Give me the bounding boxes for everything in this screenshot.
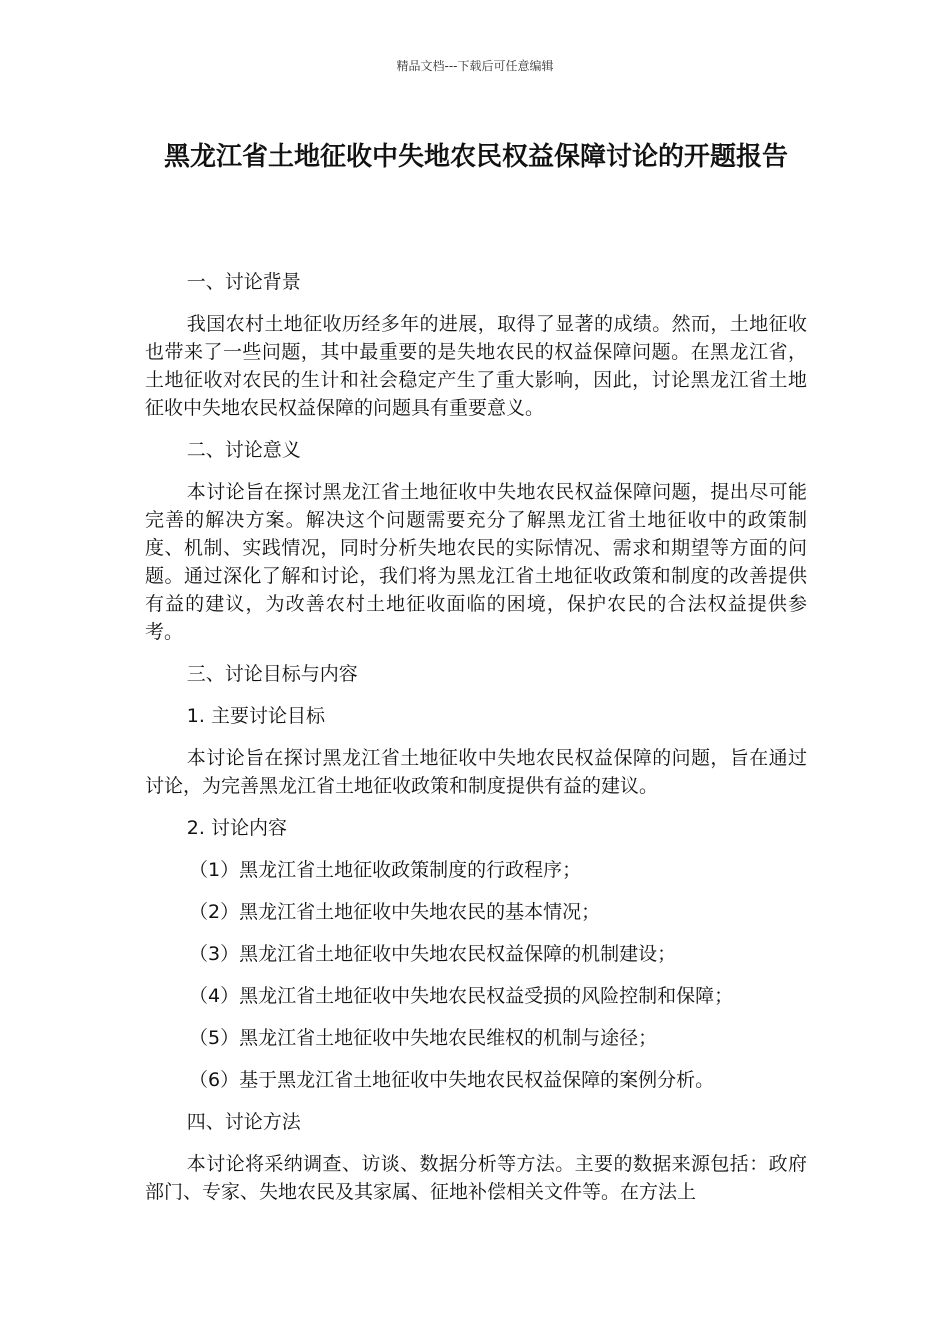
section-heading-significance: 二、讨论意义 — [186, 439, 301, 461]
subheading-content: 2. 讨论内容 — [186, 817, 287, 839]
section-heading-background: 一、讨论背景 — [186, 271, 301, 293]
content-list-item: （4）黑龙江省土地征收中失地农民权益受损的风险控制和保障； — [189, 985, 734, 1007]
content-list-item: （2）黑龙江省土地征收中失地农民的基本情况； — [189, 901, 601, 923]
paragraph-methods: 本讨论将采纳调查、访谈、数据分析等方法。主要的数据来源包括：政府部门、专家、失地农民及其家属、征地补偿相关文件等。在方法上 — [145, 1153, 807, 1203]
content-list-item: （6）基于黑龙江省土地征收中失地农民权益保障的案例分析。 — [189, 1069, 715, 1091]
document-title: 黑龙江省土地征收中失地农民权益保障讨论的开题报告 — [163, 142, 788, 172]
page-header: 精品文档---下载后可任意编辑 — [396, 59, 554, 73]
content-list-item: （5）黑龙江省土地征收中失地农民维权的机制与途径； — [189, 1027, 658, 1049]
paragraph-main-goal: 本讨论旨在探讨黑龙江省土地征收中失地农民权益保障的问题，旨在通过讨论，为完善黑龙江省土地征收政策和制度提供有益的建议。 — [145, 747, 807, 797]
section-heading-methods: 四、讨论方法 — [186, 1111, 301, 1133]
section-heading-goals: 三、讨论目标与内容 — [186, 663, 358, 685]
content-list-item: （1）黑龙江省土地征收政策制度的行政程序； — [189, 859, 582, 881]
paragraph-background: 我国农村土地征收历经多年的进展，取得了显著的成绩。然而，土地征收也带来了一些问题，其中最重要的是失地农民的权益保障问题。在黑龙江省，土地征收对农民的生计和社会稳定产生了重大影响，因此，讨论黑龙江省土地征收中失地农民权益保障的问题具有重要意义。 — [145, 313, 807, 419]
document-body — [145, 268, 807, 1220]
paragraph-significance: 本讨论旨在探讨黑龙江省土地征收中失地农民权益保障问题，提出尽可能完善的解决方案。解决这个问题需要充分了解黑龙江省土地征收中的政策制度、机制、实践情况，同时分析失地农民的实际情况、需求和期望等方面的问题。通过深化了解和讨论，我们将为黑龙江省土地征收政策和制度的改善提供有益的建议，为改善农村土地征收面临的困境，保护农民的合法权益提供参考。 — [145, 481, 807, 643]
content-list-item: （3）黑龙江省土地征收中失地农民权益保障的机制建设； — [189, 943, 677, 965]
subheading-main-goal: 1. 主要讨论目标 — [186, 705, 325, 727]
